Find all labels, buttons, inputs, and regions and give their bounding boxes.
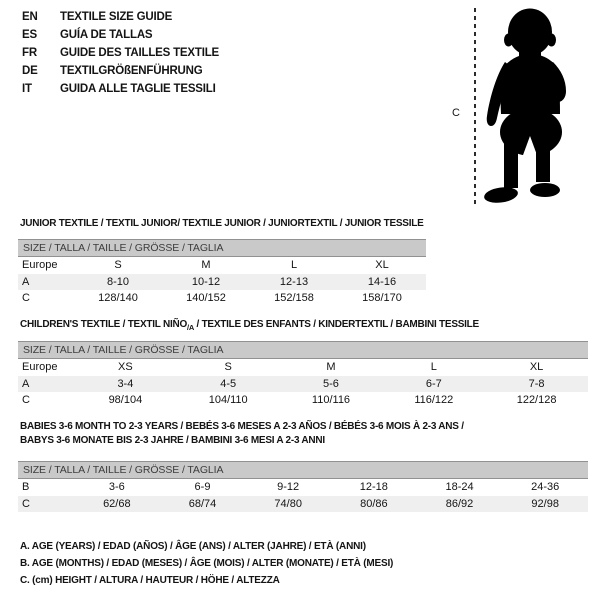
size-cell: S: [114, 259, 122, 272]
size-cell: 18-24: [445, 481, 474, 494]
size-cell: 62/68: [103, 497, 131, 510]
row-label: A: [22, 275, 30, 288]
language-code: EN: [22, 11, 38, 23]
table-row-age-months: [18, 479, 588, 496]
size-cell: 158/170: [362, 292, 402, 305]
height-measure-label: C: [452, 107, 460, 119]
size-cell: 80/86: [360, 497, 388, 510]
size-cell: 92/98: [531, 497, 559, 510]
row-label: B: [22, 481, 30, 494]
table-row-height: [18, 290, 426, 307]
row-label: Europe: [22, 259, 58, 272]
size-cell: XL: [375, 259, 389, 272]
table-row-age: [18, 376, 588, 393]
language-code: DE: [22, 65, 38, 77]
size-header-bar: [18, 341, 588, 359]
size-cell: 68/74: [188, 497, 217, 510]
language-code: FR: [22, 47, 37, 59]
toddler-silhouette-image: [479, 4, 597, 212]
language-title: TEXTILE SIZE GUIDE: [60, 11, 173, 23]
height-dashed-line: [474, 8, 476, 206]
language-row-es: [22, 26, 219, 44]
size-header-bar: [18, 239, 426, 257]
size-cell: 5-6: [323, 377, 339, 390]
size-cell: 6-9: [194, 481, 211, 494]
table-row-height: [18, 392, 588, 409]
size-cell: 74/80: [274, 497, 302, 510]
size-header-bar: [18, 461, 588, 479]
size-cell: 4-5: [220, 377, 237, 390]
babies-table-title: [20, 420, 464, 448]
language-row-it: [22, 80, 219, 98]
table-row-europe: [18, 257, 426, 274]
table-row-europe: [18, 359, 588, 376]
children-table-title: [20, 318, 479, 335]
size-cell: L: [290, 259, 298, 272]
junior-size-table: [18, 239, 426, 307]
language-code: IT: [22, 83, 32, 95]
language-row-fr: [22, 44, 219, 62]
size-cell: 9-12: [277, 481, 300, 494]
babies-title-line1: BABIES 3-6 MONTH TO 2-3 YEARS / BEBÉS 3-6 MESES A 2-3 AÑOS / BÉBÉS 3-6 MOIS À 2-3 ANS /: [20, 421, 464, 432]
size-cell: 152/158: [274, 292, 314, 305]
size-cell: M: [201, 259, 211, 272]
language-title: GUIDE DES TAILLES TEXTILE: [60, 47, 219, 59]
junior-table-title: JUNIOR TEXTILE / TEXTIL JUNIOR/ TEXTILE JUNIOR / JUNIORTEXTIL / JUNIOR TESSILE: [20, 218, 424, 229]
size-header-label: SIZE / TALLA / TAILLE / GRÖSSE / TAGLIA: [23, 464, 224, 476]
size-cell: 140/152: [186, 292, 226, 305]
babies-title-line2: BABYS 3-6 MONATE BIS 2-3 JAHRE / BAMBINI 3-6 MESI A 2-3 ANNI: [20, 435, 325, 446]
table-row-age: [18, 274, 426, 291]
children-size-table: [18, 341, 588, 409]
children-title-post: / TEXTILE DES ENFANTS / KINDERTEXTIL / BAMBINI TESSILE: [193, 319, 479, 330]
children-title-pre: CHILDREN'S TEXTILE / TEXTIL NIÑO: [20, 319, 187, 330]
language-title: GUIDA ALLE TAGLIE TESSILI: [60, 83, 216, 95]
footnote-c: C. (cm) HEIGHT / ALTURA / HAUTEUR / HÖHE / ALTEZZA: [20, 575, 280, 586]
row-label: Europe: [22, 361, 58, 374]
language-list: [22, 8, 219, 98]
language-code: ES: [22, 29, 37, 41]
size-cell: M: [326, 361, 336, 374]
size-cell: 14-16: [367, 275, 397, 288]
size-cell: S: [224, 361, 232, 374]
footnote-legend: [20, 538, 393, 589]
size-cell: 24-36: [531, 481, 560, 494]
table-row-height: [18, 496, 588, 513]
size-cell: 6-7: [425, 377, 442, 390]
size-cell: 3-6: [108, 481, 125, 494]
language-title: GUÍA DE TALLAS: [60, 29, 153, 41]
language-row-de: [22, 62, 219, 80]
row-label: C: [22, 497, 30, 510]
size-cell: 12-18: [359, 481, 388, 494]
size-cell: L: [430, 361, 437, 374]
size-cell: 86/92: [445, 497, 474, 510]
language-title: TEXTILGRÖßENFÜHRUNG: [60, 65, 203, 77]
size-header-label: SIZE / TALLA / TAILLE / GRÖSSE / TAGLIA: [23, 242, 224, 254]
size-cell: 110/116: [311, 394, 351, 407]
footnote-b: B. AGE (MONTHS) / EDAD (MESES) / ÂGE (MOIS) / ALTER (MONATE) / ETÀ (MESI): [20, 558, 394, 569]
size-cell: XS: [118, 361, 133, 374]
babies-size-table: [18, 461, 588, 512]
children-title-sub: /A: [186, 323, 194, 332]
size-cell: XL: [529, 361, 544, 374]
row-label: C: [22, 394, 30, 407]
size-header-label: SIZE / TALLA / TAILLE / GRÖSSE / TAGLIA: [23, 344, 224, 356]
size-cell: 116/122: [414, 394, 454, 407]
size-cell: 128/140: [98, 292, 138, 305]
size-cell: 8-10: [106, 275, 130, 288]
footnote-a: A. AGE (YEARS) / EDAD (AÑOS) / ÂGE (ANS) / ALTER (JAHRE) / ETÀ (ANNI): [20, 541, 366, 552]
size-cell: 122/128: [516, 394, 557, 407]
size-cell: 12-13: [279, 275, 309, 288]
size-cell: 3-4: [117, 377, 134, 390]
row-label: C: [22, 292, 30, 305]
size-cell: 104/110: [208, 394, 248, 407]
row-label: A: [22, 377, 30, 390]
language-row-en: [22, 8, 219, 26]
size-cell: 7-8: [528, 377, 545, 390]
size-cell: 10-12: [191, 275, 221, 288]
size-cell: 98/104: [108, 394, 143, 407]
